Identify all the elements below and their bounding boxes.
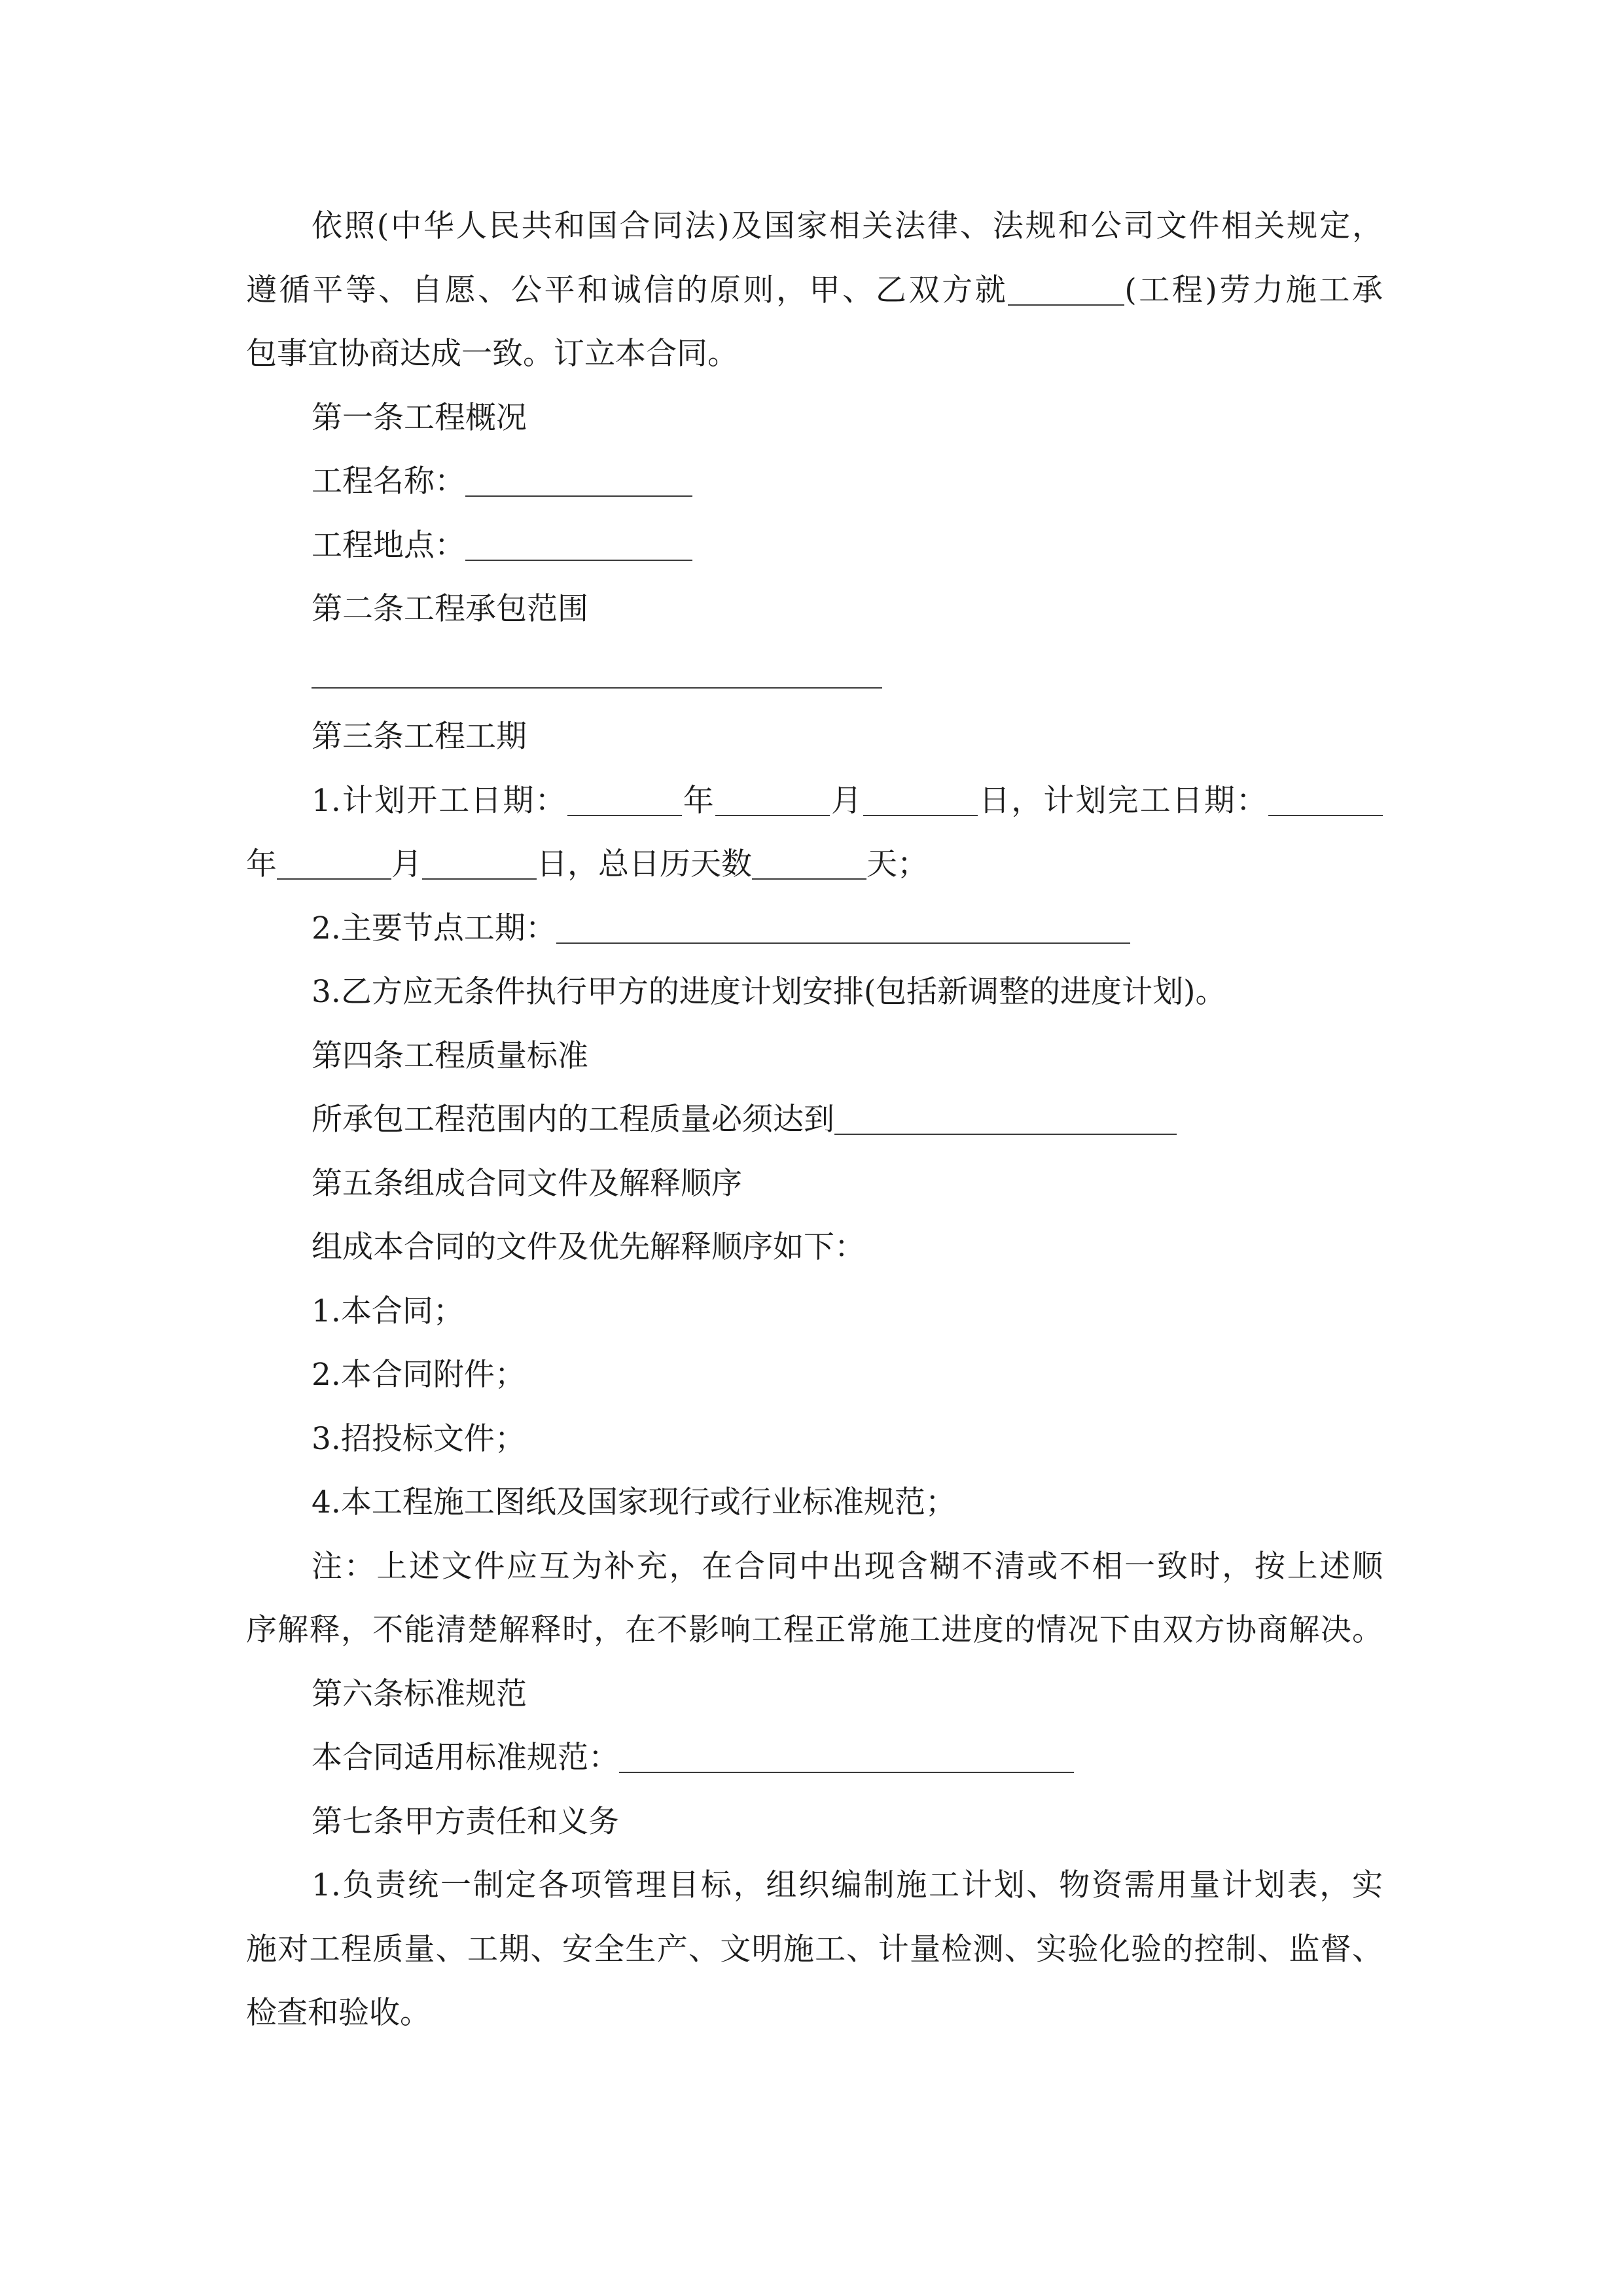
project-name-field-blank <box>465 495 692 497</box>
intro-text: (工程)劳力施工承 <box>1124 272 1383 308</box>
end-date-label: 日，计划完工日期： <box>978 782 1269 819</box>
article-7-heading <box>246 1790 1383 1854</box>
intro-line-2 <box>246 259 1383 323</box>
quality-standard-blank <box>834 1133 1177 1135</box>
standards-line <box>246 1726 1383 1790</box>
article-1-heading <box>246 386 1383 450</box>
article-2-heading <box>246 577 1383 641</box>
article-6-heading <box>246 1662 1383 1727</box>
article-4-heading <box>246 1024 1383 1088</box>
document-list-item <box>246 1471 1383 1535</box>
duty-item-1-line-1 <box>246 1854 1383 1918</box>
quality-line <box>246 1088 1383 1152</box>
start-day-blank <box>863 814 978 816</box>
article-heading: 第二条工程承包范围 <box>312 591 588 627</box>
schedule-item-1-line-1 <box>246 769 1383 833</box>
project-name-blank <box>1008 304 1124 306</box>
document-body <box>246 194 1383 2045</box>
document-list-item <box>246 1280 1383 1344</box>
end-year-blank <box>1268 814 1383 816</box>
year-unit: 年 <box>246 846 277 882</box>
intro-line-3 <box>246 322 1383 386</box>
article-heading: 第五条组成合同文件及解释顺序 <box>312 1165 742 1202</box>
article-heading: 第三条工程工期 <box>312 719 527 755</box>
schedule-text: 3.乙方应无条件执行甲方的进度计划安排(包括新调整的进度计划)。 <box>312 974 1226 1010</box>
intro-line-1 <box>246 194 1383 259</box>
total-days-blank <box>752 878 866 880</box>
list-item-text: 1.本合同； <box>312 1293 464 1329</box>
list-item-text: 4.本工程施工图纸及国家现行或行业标准规范； <box>312 1484 956 1520</box>
intro-text: 依照(中华人民共和国合同法)及国家相关法律、法规和公司文件相关规定， <box>312 208 1383 244</box>
intro-text: 遵循平等、自愿、公平和诚信的原则，甲、乙双方就 <box>246 272 1008 308</box>
duty-text: 施对工程质量、工期、安全生产、文明施工、计量检测、实验化验的控制、监督、 <box>246 1931 1383 1967</box>
start-year-blank <box>567 814 682 816</box>
scope-blank <box>312 687 882 689</box>
day-unit: 天； <box>866 846 928 882</box>
documents-intro-text: 组成本合同的文件及优先解释顺序如下： <box>312 1229 865 1265</box>
start-month-blank <box>715 814 830 816</box>
note-text: 注：上述文件应互为补充，在合同中出现含糊不清或不相一致时，按上述顺 <box>312 1548 1383 1585</box>
quality-text: 所承包工程范围内的工程质量必须达到 <box>312 1102 834 1138</box>
month-unit: 月 <box>829 782 864 819</box>
article-5-heading <box>246 1152 1383 1216</box>
standards-blank <box>619 1771 1074 1773</box>
article-3-heading <box>246 705 1383 769</box>
document-list-item <box>246 1407 1383 1471</box>
milestone-blank <box>556 942 1130 944</box>
schedule-item-2 <box>246 897 1383 961</box>
project-location-field-blank <box>465 559 692 561</box>
duty-text: 检查和验收。 <box>246 1995 431 2031</box>
standards-label: 本合同适用标准规范： <box>312 1740 619 1776</box>
list-item-text: 2.本合同附件； <box>312 1357 526 1393</box>
note-text: 序解释，不能清楚解释时，在不影响工程正常施工进度的情况下由双方协商解决。 <box>246 1612 1383 1648</box>
article-heading: 第六条标准规范 <box>312 1676 527 1712</box>
documents-intro <box>246 1215 1383 1280</box>
end-day-blank <box>422 878 537 880</box>
year-unit: 年 <box>681 782 715 819</box>
duty-item-1-line-3 <box>246 1981 1383 2045</box>
note-line-2 <box>246 1598 1383 1662</box>
project-location-label: 工程地点： <box>312 527 465 564</box>
article-heading: 第一条工程概况 <box>312 399 527 436</box>
list-item-text: 3.招投标文件； <box>312 1420 526 1457</box>
note-line-1 <box>246 1535 1383 1599</box>
schedule-item-3 <box>246 960 1383 1024</box>
intro-text: 包事宜协商达成一致。订立本合同。 <box>246 336 738 372</box>
schedule-item-1-line-2 <box>246 833 1383 897</box>
article-heading: 第七条甲方责任和义务 <box>312 1803 619 1840</box>
total-days-label: 日，总日历天数 <box>537 846 752 882</box>
project-name-line <box>246 450 1383 514</box>
duty-text: 1.负责统一制定各项管理目标，组织编制施工计划、物资需用量计划表，实 <box>312 1867 1383 1903</box>
project-name-label: 工程名称： <box>312 463 465 499</box>
scope-line <box>246 641 1383 706</box>
start-date-label: 1.计划开工日期： <box>312 782 567 819</box>
project-location-line <box>246 514 1383 578</box>
article-heading: 第四条工程质量标准 <box>312 1037 588 1074</box>
end-month-blank <box>277 878 391 880</box>
duty-item-1-line-2 <box>246 1918 1383 1982</box>
milestone-label: 2.主要节点工期： <box>312 910 556 946</box>
month-unit: 月 <box>391 846 422 882</box>
document-list-item <box>246 1343 1383 1407</box>
